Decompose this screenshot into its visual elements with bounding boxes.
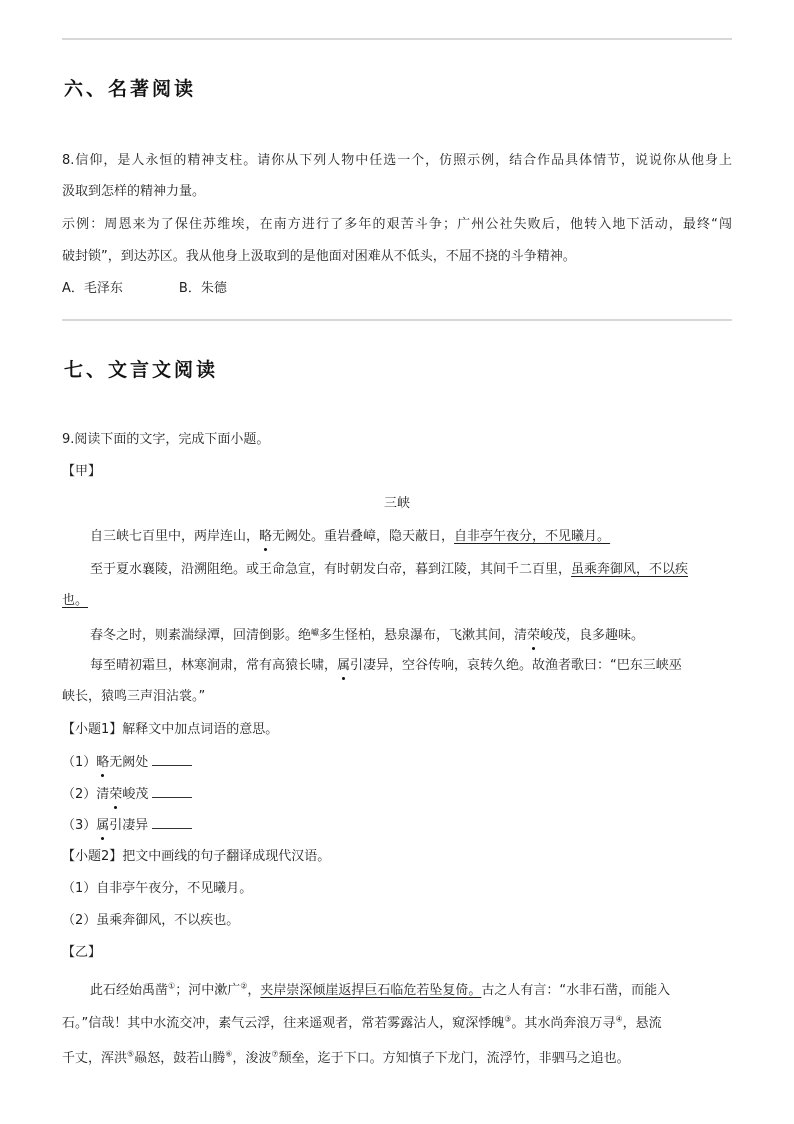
q8-example-line2: 破封锁”，到达苏区。我从他身上汲取到的是他面对困难从不低头，不屈不挠的斗争精神。	[62, 249, 576, 264]
item-text: 无阙处	[109, 755, 149, 770]
answer-blank[interactable]	[152, 816, 192, 829]
footnote-marker: ④	[615, 1014, 623, 1024]
yi-text: 古之人有言：“水非石凿，而能入	[481, 983, 671, 998]
top-divider	[62, 38, 732, 40]
section7-heading: 七、文言文阅读	[64, 359, 219, 381]
passage-para2-cont	[62, 591, 88, 611]
para4-text-a: 每至晴初霜旦，林寒涧肃，常有高猿长啸，	[90, 658, 338, 673]
yi-text: ，悬流	[622, 1016, 662, 1031]
para2-text-a: 至于夏水襄陵，沿溯阻绝。或王命急宣，有时朝发白帝，暮到江陵，其间千二百里，	[90, 562, 572, 577]
answer-blank[interactable]	[152, 785, 192, 798]
footnote-marker: ①	[168, 981, 176, 991]
subquestion1-title: 【小题1】解释文中加点词语的意思。	[62, 722, 279, 737]
yi-text: 赑怒，鼓若山腾	[134, 1051, 226, 1066]
yi-text: ，浚波	[232, 1051, 272, 1066]
yi-text: ；河中漱广	[175, 983, 241, 998]
yi-text: ，	[247, 983, 261, 998]
para3-text-a: 春冬之时，则素湍绿潭，回清倒影。绝	[90, 628, 312, 643]
yi-line2	[62, 1014, 662, 1034]
yi-line3	[62, 1049, 630, 1069]
item-text: 引凄异	[109, 818, 149, 833]
item-number: （1）	[62, 755, 97, 770]
underlined-sentence: 夹岸崇深倾崖返捍巨石临危若坠复倚。	[260, 983, 482, 998]
subquestion2-title: 【小题2】把文中画线的句子翻译成现代汉语。	[62, 849, 331, 864]
underlined-sentence: 虽乘奔御风，不以疾	[571, 562, 689, 577]
q9-intro: 9.阅读下面的文字，完成下面小题。	[62, 432, 270, 447]
underlined-sentence: 自非亭午夜分，不见曦月。	[454, 529, 611, 544]
item-text: 峻茂	[122, 787, 149, 802]
section6-heading: 六、名著阅读	[64, 78, 197, 100]
item-text-pre: 清	[96, 787, 110, 802]
option-b: B．朱德	[178, 281, 227, 296]
dotted-word: 略	[259, 527, 272, 547]
q8-line1: 8.信仰，是人永恒的精神支柱。请你从下列人物中任选一个，仿照示例，结合作品具体情节，说说你从他身上	[62, 153, 732, 168]
footnote-marker: ②	[240, 981, 248, 991]
dotted-word: 荣	[109, 785, 122, 805]
q8-options	[62, 279, 227, 299]
rare-glyph: 巘	[311, 628, 320, 637]
para3-text-b: 多生怪柏，悬泉瀑布，飞漱其间，清	[319, 628, 528, 643]
passage-para1	[90, 527, 610, 547]
yi-text: 颓垒，迄于下口。方知慎子下龙门，流浮竹，非驷马之追也。	[278, 1051, 630, 1066]
yi-text: 千丈，浑洪	[62, 1051, 128, 1066]
passage-para4	[90, 656, 682, 676]
para1-text-a: 自三峡七百里中，两岸连山，	[90, 529, 260, 544]
section-divider	[62, 319, 732, 321]
passage-para2	[90, 560, 688, 580]
footnote-marker: ⑥	[225, 1049, 233, 1059]
dotted-word: 属	[337, 656, 350, 676]
dotted-word: 略	[96, 753, 109, 773]
para1-text-b: 无阙处。重岩叠嶂，隐天蔽日，	[272, 529, 455, 544]
footnote-marker: ③	[504, 1014, 512, 1024]
jia-label: 【甲】	[62, 464, 102, 479]
yi-text: 石。”信哉！其中水流交冲，素气云浮，往来遥观者，常若雾露沾人，窥深悸魄	[62, 1016, 505, 1031]
q8-line2: 汲取到怎样的精神力量。	[62, 184, 206, 199]
dotted-word: 荣	[527, 626, 540, 646]
option-a: A．毛泽东	[62, 281, 123, 296]
passage-para3	[90, 623, 644, 646]
yi-text: 。其水尚奔浪万寻	[511, 1016, 616, 1031]
subquestion2-item1: （1）自非亭午夜分，不见曦月。	[62, 881, 253, 896]
answer-blank[interactable]	[152, 753, 192, 766]
footnote-marker: ⑦	[271, 1049, 279, 1059]
footnote-marker: ⑤	[127, 1049, 135, 1059]
subquestion2-item2: （2）虽乘奔御风，不以疾也。	[62, 913, 240, 928]
passage-title: 三峡	[383, 496, 410, 511]
para3-text-c: 峻茂，良多趣味。	[540, 628, 645, 643]
yi-label: 【乙】	[62, 945, 102, 960]
item-number: （3）	[62, 818, 97, 833]
q8-example-line1: 示例：周恩来为了保住苏维埃，在南方进行了多年的艰苦斗争；广州公社失败后，他转入地下活动，最终“闯	[62, 217, 732, 232]
subquestion1-item1	[62, 753, 192, 773]
subquestion1-item3	[62, 816, 192, 836]
dotted-word: 属	[96, 816, 109, 836]
passage-para4-cont: 峡长，猿鸣三声泪沾裳。”	[62, 689, 206, 704]
para4-text-b: 引凄异，空谷传响，哀转久绝。故渔者歌曰：“巴东三峡巫	[350, 658, 682, 673]
yi-line1	[90, 981, 670, 1001]
underlined-sentence-end: 也。	[62, 593, 89, 608]
yi-text: 此石经始禹凿	[90, 983, 169, 998]
subquestion1-item2	[62, 785, 192, 805]
item-number: （2）	[62, 787, 97, 802]
